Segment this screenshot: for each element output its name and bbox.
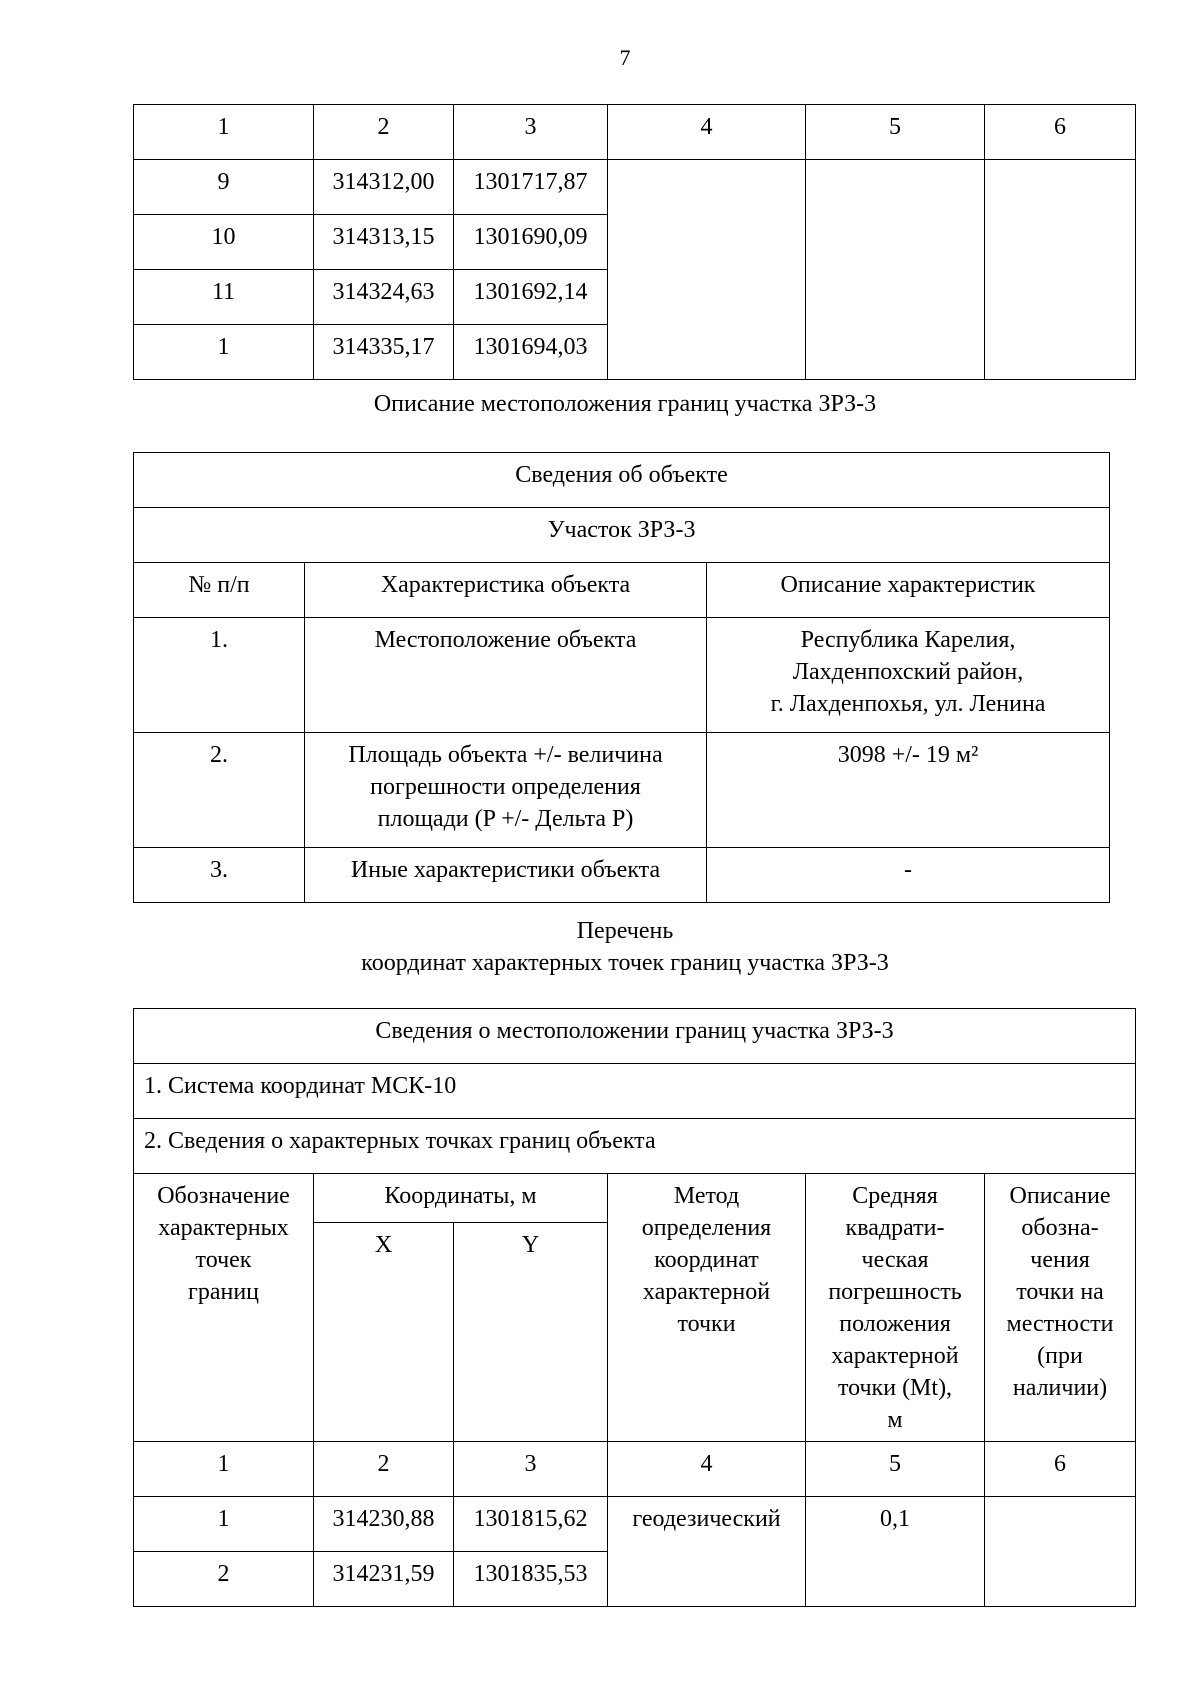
- x-header: X: [314, 1223, 454, 1442]
- table-row: [134, 1497, 1136, 1552]
- coordinate-system: 1. Система координат МСК-10: [134, 1064, 1136, 1119]
- header-line: квадрати-: [845, 1215, 945, 1241]
- header-line: точки на: [1016, 1279, 1104, 1305]
- characteristic-line: площади (P +/- Дельта P): [377, 806, 634, 832]
- empty-cell: [985, 1497, 1136, 1607]
- y-coord: 1301692,14: [454, 270, 608, 325]
- characteristic: Местоположение объекта: [305, 618, 707, 733]
- description-line: г. Лахденпохья, ул. Ленина: [770, 691, 1046, 717]
- table-title: Сведения об объекте: [134, 453, 1110, 508]
- header-line: чения: [1030, 1247, 1090, 1273]
- header-line: наличии): [1012, 1375, 1108, 1401]
- header-line: точки: [677, 1311, 736, 1337]
- header-cell: 3: [454, 105, 608, 160]
- section-title-2: [0, 915, 1200, 979]
- description: 3098 +/- 19 м²: [707, 733, 1110, 848]
- empty-cell: [985, 160, 1136, 380]
- header-line: точки (Mt),: [837, 1375, 953, 1401]
- header-line: (при: [1037, 1343, 1083, 1369]
- precision-header: [806, 1174, 985, 1442]
- header-line: характерной: [831, 1343, 959, 1369]
- header-cell: 4: [608, 105, 806, 160]
- point-id: 1: [134, 1497, 314, 1552]
- characteristic: Иные характеристики объекта: [305, 848, 707, 903]
- table-subtitle: Участок ЗРЗ-3: [134, 508, 1110, 563]
- column-numbers-row: [134, 1442, 1136, 1497]
- y-coord: 1301690,09: [454, 215, 608, 270]
- point-id: 9: [134, 160, 314, 215]
- point-id: 2: [134, 1552, 314, 1607]
- header-line: местности: [1006, 1311, 1114, 1337]
- description: [707, 618, 1110, 733]
- x-coord: 314324,63: [314, 270, 454, 325]
- column-number: 4: [608, 1442, 806, 1497]
- header-line: определения: [641, 1215, 772, 1241]
- y-coord: 1301835,53: [454, 1552, 608, 1607]
- precision-value: 0,1: [806, 1497, 985, 1607]
- y-coord: 1301815,62: [454, 1497, 608, 1552]
- description-line: Лахденпохский район,: [792, 659, 1024, 685]
- characteristic-line: Площадь объекта +/- величина: [348, 742, 663, 768]
- column-header: Описание характеристик: [707, 563, 1110, 618]
- column-header: № п/п: [134, 563, 305, 618]
- table-row: [134, 160, 1136, 215]
- section-title-line: Перечень: [576, 918, 674, 944]
- coordinates-table: [133, 1008, 1136, 1607]
- x-coord: 314313,15: [314, 215, 454, 270]
- table-row: [134, 618, 1110, 733]
- header-line: границ: [187, 1279, 260, 1305]
- y-coord: 1301694,03: [454, 325, 608, 380]
- header-line: ческая: [861, 1247, 929, 1273]
- description: -: [707, 848, 1110, 903]
- header-line: Обозначение: [157, 1183, 290, 1209]
- points-info-label: 2. Сведения о характерных точках границ объекта: [134, 1119, 1136, 1174]
- page-number: 7: [619, 45, 631, 70]
- header-cell: 1: [134, 105, 314, 160]
- point-id: 1: [134, 325, 314, 380]
- column-header: Характеристика объекта: [305, 563, 707, 618]
- header-line: положения: [839, 1311, 951, 1337]
- section-title-line: координат характерных точек границ участка ЗРЗ-3: [361, 950, 889, 976]
- x-coord: 314335,17: [314, 325, 454, 380]
- column-number: 6: [985, 1442, 1136, 1497]
- y-header: Y: [454, 1223, 608, 1442]
- table-title: Сведения о местоположении границ участка ЗРЗ-3: [134, 1009, 1136, 1064]
- characteristic-line: погрешности определения: [370, 774, 641, 800]
- row-number: 2.: [134, 733, 305, 848]
- x-coord: 314231,59: [314, 1552, 454, 1607]
- y-coord: 1301717,87: [454, 160, 608, 215]
- header-line: Метод: [673, 1183, 740, 1209]
- description-line: Республика Карелия,: [800, 627, 1016, 653]
- header-cell: 2: [314, 105, 454, 160]
- x-coord: 314312,00: [314, 160, 454, 215]
- header-line: обозна-: [1021, 1215, 1099, 1241]
- location-description-header: [985, 1174, 1136, 1442]
- column-number: 5: [806, 1442, 985, 1497]
- header-line: характерных: [158, 1215, 289, 1241]
- header-line: погрешность: [828, 1279, 962, 1305]
- header-cell: 5: [806, 105, 985, 160]
- top-coordinates-table: [133, 104, 1136, 380]
- header-cell: 6: [985, 105, 1136, 160]
- point-id: 11: [134, 270, 314, 325]
- empty-cell: [806, 160, 985, 380]
- column-number: 3: [454, 1442, 608, 1497]
- header-line: характерной: [642, 1279, 771, 1305]
- header-line: точек: [195, 1247, 252, 1273]
- header-line: м: [887, 1407, 903, 1433]
- method-value: геодезический: [608, 1497, 806, 1607]
- header-line: координат: [654, 1247, 759, 1273]
- empty-cell: [608, 160, 806, 380]
- row-number: 3.: [134, 848, 305, 903]
- column-number: 2: [314, 1442, 454, 1497]
- header-line: Средняя: [852, 1183, 938, 1209]
- section-title: Описание местоположения границ участка ЗРЗ-3: [373, 391, 877, 417]
- table-row: [134, 733, 1110, 848]
- point-id: 10: [134, 215, 314, 270]
- table-header-row: [134, 105, 1136, 160]
- coordinates-header: Координаты, м: [314, 1174, 608, 1223]
- point-designation-header: [134, 1174, 314, 1442]
- method-header: [608, 1174, 806, 1442]
- column-number: 1: [134, 1442, 314, 1497]
- row-number: 1.: [134, 618, 305, 733]
- header-line: Описание: [1009, 1183, 1111, 1209]
- table-row: [134, 848, 1110, 903]
- object-info-table: [133, 452, 1110, 903]
- x-coord: 314230,88: [314, 1497, 454, 1552]
- characteristic: [305, 733, 707, 848]
